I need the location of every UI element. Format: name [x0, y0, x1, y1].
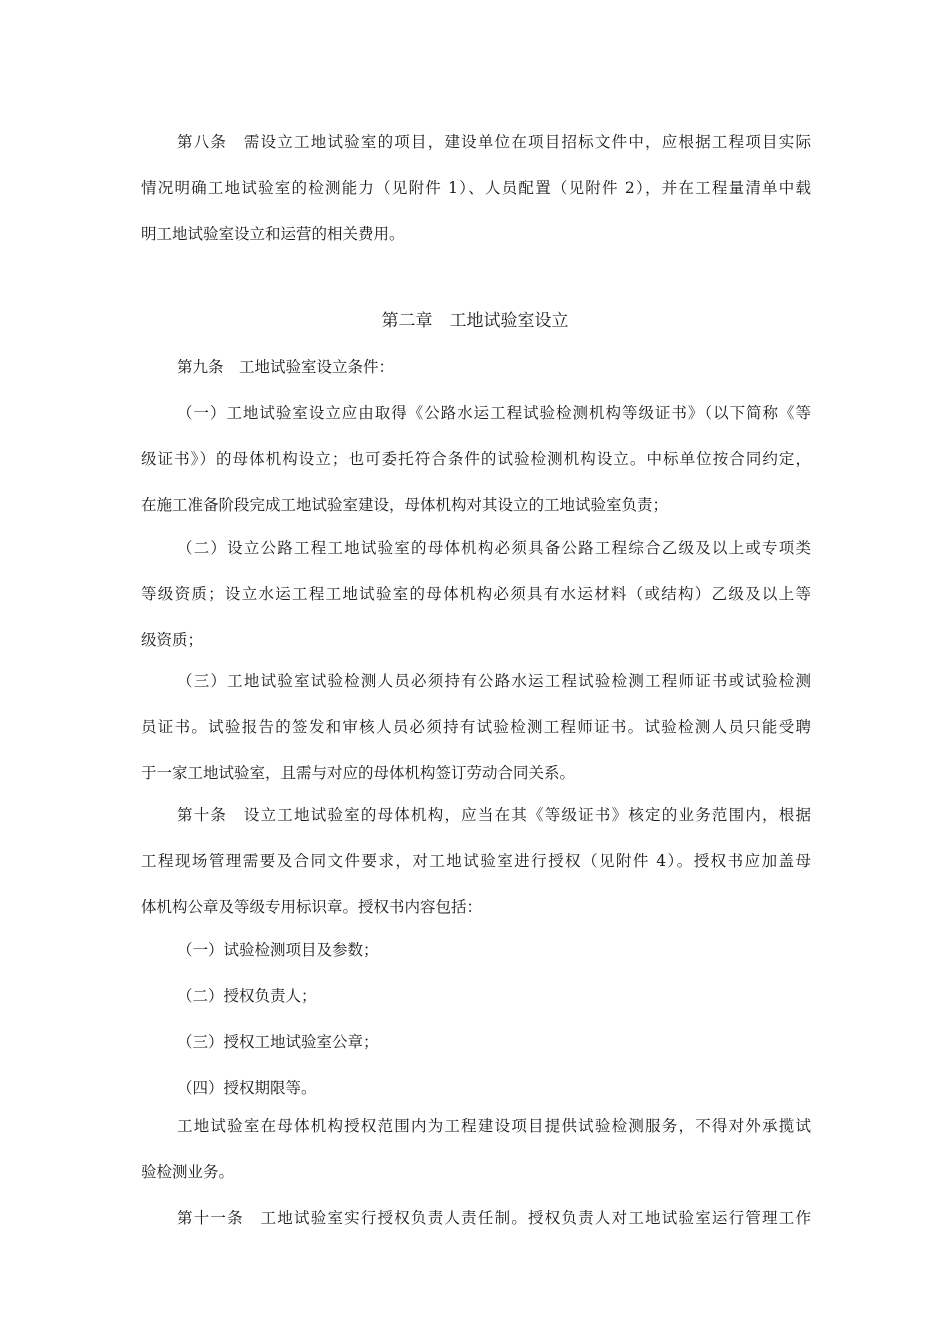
- chapter-title: 第二章 工地试验室设立: [381, 311, 569, 331]
- item-line: 在施工准备阶段完成工地试验室建设，母体机构对其设立的工地试验室负责；: [141, 496, 669, 514]
- article-9-item-3: [141, 658, 811, 796]
- closing-line: 工地试验室在母体机构授权范围内为工程建设项目提供试验检测服务，不得对外承揽试: [177, 1117, 811, 1135]
- list-item: （二）授权负责人；: [177, 987, 317, 1005]
- article-10-line: 体机构公章及等级专用标识章。授权书内容包括：: [141, 898, 483, 916]
- item-line: 于一家工地试验室，且需与对应的母体机构签订劳动合同关系。: [141, 764, 576, 782]
- article-9-item-1: [141, 390, 811, 528]
- article-10: [141, 792, 811, 930]
- article-11-line: 第十一条 工地试验室实行授权负责人责任制。授权负责人对工地试验室运行管理工作: [177, 1209, 811, 1227]
- article-8-line: 情况明确工地试验室的检测能力（见附件 1）、人员配置（见附件 2），并在工程量清单中载: [141, 179, 811, 197]
- article-11: [141, 1195, 811, 1241]
- list-item: （四）授权期限等。: [177, 1079, 317, 1097]
- item-line: 等级资质；设立水运工程工地试验室的母体机构必须具有水运材料（或结构）乙级及以上等: [141, 585, 811, 603]
- article-10-line: 工程现场管理需要及合同文件要求，对工地试验室进行授权（见附件 4）。授权书应加盖母: [141, 852, 811, 870]
- list-item: （三）授权工地试验室公章；: [177, 1033, 379, 1051]
- item-line: 员证书。试验报告的签发和审核人员必须持有试验检测工程师证书。试验检测人员只能受聘: [141, 718, 811, 736]
- article-10-line: 第十条 设立工地试验室的母体机构，应当在其《等级证书》核定的业务范围内，根据: [177, 806, 811, 824]
- item-line: 级证书》）的母体机构设立；也可委托符合条件的试验检测机构设立。中标单位按合同约定，: [141, 450, 811, 468]
- closing-line: 验检测业务。: [141, 1163, 235, 1181]
- item-line: （三）工地试验室试验检测人员必须持有公路水运工程试验检测工程师证书或试验检测: [177, 672, 811, 690]
- item-line: 级资质；: [141, 631, 204, 649]
- list-item: （一）试验检测项目及参数；: [177, 941, 379, 959]
- item-line: （一）工地试验室设立应由取得《公路水运工程试验检测机构等级证书》（以下简称《等: [177, 404, 811, 422]
- article-9-heading: [141, 344, 811, 390]
- article-9-item-2: [141, 525, 811, 663]
- article-9-head: 第九条 工地试验室设立条件：: [177, 358, 395, 376]
- article-8: [141, 119, 811, 257]
- item-line: （二）设立公路工程工地试验室的母体机构必须具备公路工程综合乙级及以上或专项类: [177, 539, 811, 557]
- article-10-closing: [141, 1103, 811, 1195]
- article-8-line: 第八条 需设立工地试验室的项目，建设单位在项目招标文件中，应根据工程项目实际: [177, 133, 811, 151]
- article-8-line: 明工地试验室设立和运营的相关费用。: [141, 225, 405, 243]
- article-10-items: [141, 927, 811, 1111]
